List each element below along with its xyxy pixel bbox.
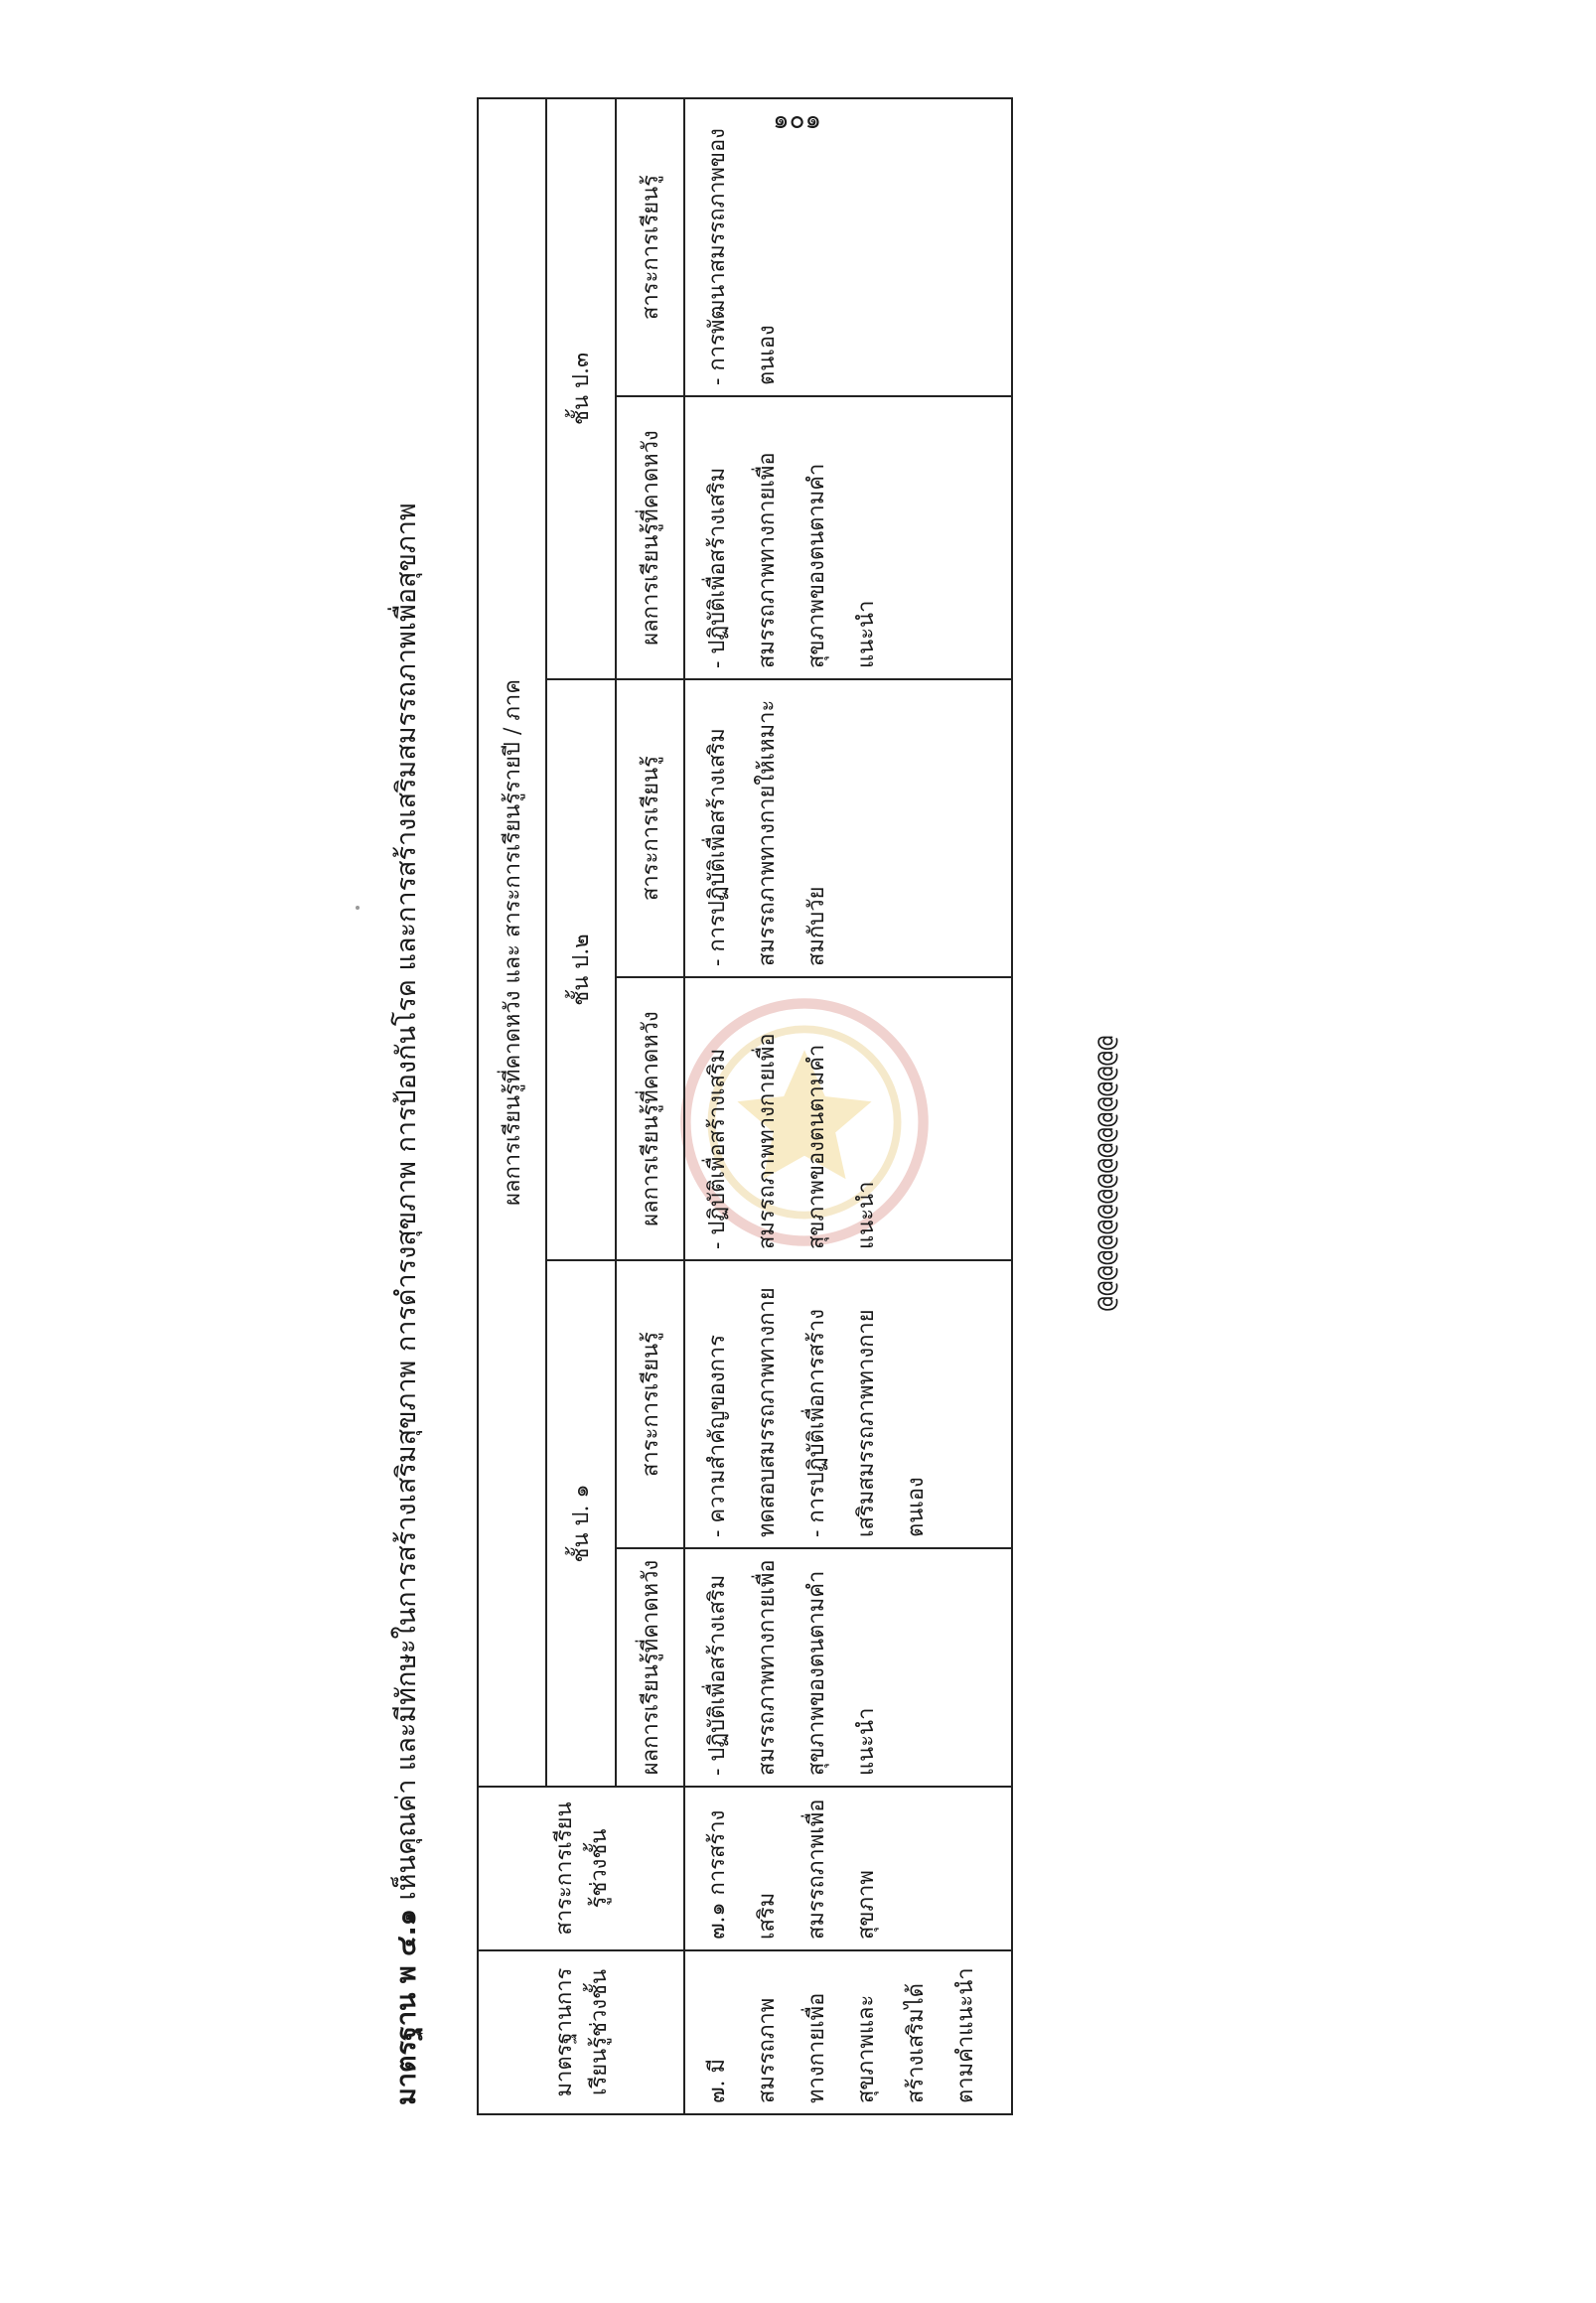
- footer-marks: @@@@@@@@@@@@@@@@@@: [1092, 1034, 1120, 1311]
- standard-heading: [387, 218, 427, 2105]
- cell-p1-outcome: [684, 1548, 1012, 1787]
- header-content: สาระการเรียนรู้ช่วงชั้น: [478, 1787, 684, 1950]
- cell-p2-content: [684, 679, 1012, 977]
- standards-table: [477, 97, 1013, 2115]
- standard-text: ๗. มีสมรรถภาพทางกายเพื่อสุขภาพและสร้างเสริมได้ตามคำแนะนำ: [705, 1967, 978, 2103]
- rotated-content: [387, 128, 1063, 2115]
- header-p3-outcome: ผลการเรียนรู้ที่คาดหวัง: [616, 396, 684, 679]
- header-p1-outcome: ผลการเรียนรู้ที่คาดหวัง: [616, 1548, 684, 1787]
- p2-outcome-text: - ปฏิบัติเพื่อสร้างเสริมสมรรถภาพทางกายเพื่อสุขภาพของตนตามคำแนะนำ: [705, 1033, 879, 1249]
- table-row: [684, 98, 1012, 2114]
- header-p2-outcome: ผลการเรียนรู้ที่คาดหวัง: [616, 977, 684, 1260]
- cell-p3-content: [684, 98, 1012, 396]
- header-grade-p1: ชั้น ป. ๑: [546, 1260, 615, 1787]
- header-grade-p2: ชั้น ป.๒: [546, 679, 615, 1260]
- heading-text: เห็นคุณค่า และมีทักษะในการสร้างเสริมสุขภาพ การดำรงสุขภาพ การป้องกันโรค และการสร้างเสริมสมรรถภาพเพื่อสุขภาพ: [391, 503, 422, 1910]
- header-standard: มาตรฐานการเรียนรู้ช่วงชั้น: [478, 1950, 684, 2114]
- cell-p2-outcome: [684, 977, 1012, 1260]
- p2-content-text: - การปฏิบัติเพื่อสร้างเสริมสมรรถภาพทางกายให้เหมาะสมกับวัย: [705, 699, 829, 966]
- heading-bold-prefix: มาตรฐาน พ ๔.๑: [391, 1909, 422, 2105]
- content-text: ๗.๑ การสร้างเสริมสมรรถภาพเพื่อสุขภาพ: [705, 1799, 879, 1940]
- scan-speck: [356, 906, 360, 910]
- header-grade-p3: ชั้น ป.๓: [546, 98, 615, 679]
- p3-outcome-text: - ปฏิบัติเพื่อสร้างเสริมสมรรถภาพทางกายเพื่อสุขภาพของตนตามคำแนะนำ: [705, 452, 879, 668]
- p1-outcome-text: - ปฏิบัติเพื่อสร้างเสริมสมรรถภาพทางกายเพื่อสุขภาพของตนตามคำแนะนำ: [705, 1559, 879, 1776]
- p1-content-item: - ความสำคัญของการทดสอบสมรรถภาพทางกาย: [705, 1287, 780, 1537]
- header-p1-content: สาระการเรียนรู้: [616, 1260, 684, 1548]
- page-number: ๑๐๑: [773, 105, 821, 135]
- cell-content: [684, 1787, 1012, 1950]
- cell-p3-outcome: [684, 396, 1012, 679]
- cell-standard: [684, 1950, 1012, 2114]
- header-group: ผลการเรียนรู้ที่คาดหวัง และ สาระการเรียนรู้รายปี / ภาค: [478, 98, 546, 1787]
- header-p2-content: สาระการเรียนรู้: [616, 679, 684, 977]
- header-p3-content: สาระการเรียนรู้: [616, 98, 684, 396]
- p3-content-text: - การพัฒนาสมรรถภาพของตนเอง: [705, 128, 780, 385]
- cell-p1-content: [684, 1260, 1012, 1548]
- header-row-1: [478, 98, 546, 2114]
- p1-content-item: - การปฏิบัติเพื่อการสร้างเสริมสมรรถภาพทางกายตนเอง: [804, 1309, 929, 1537]
